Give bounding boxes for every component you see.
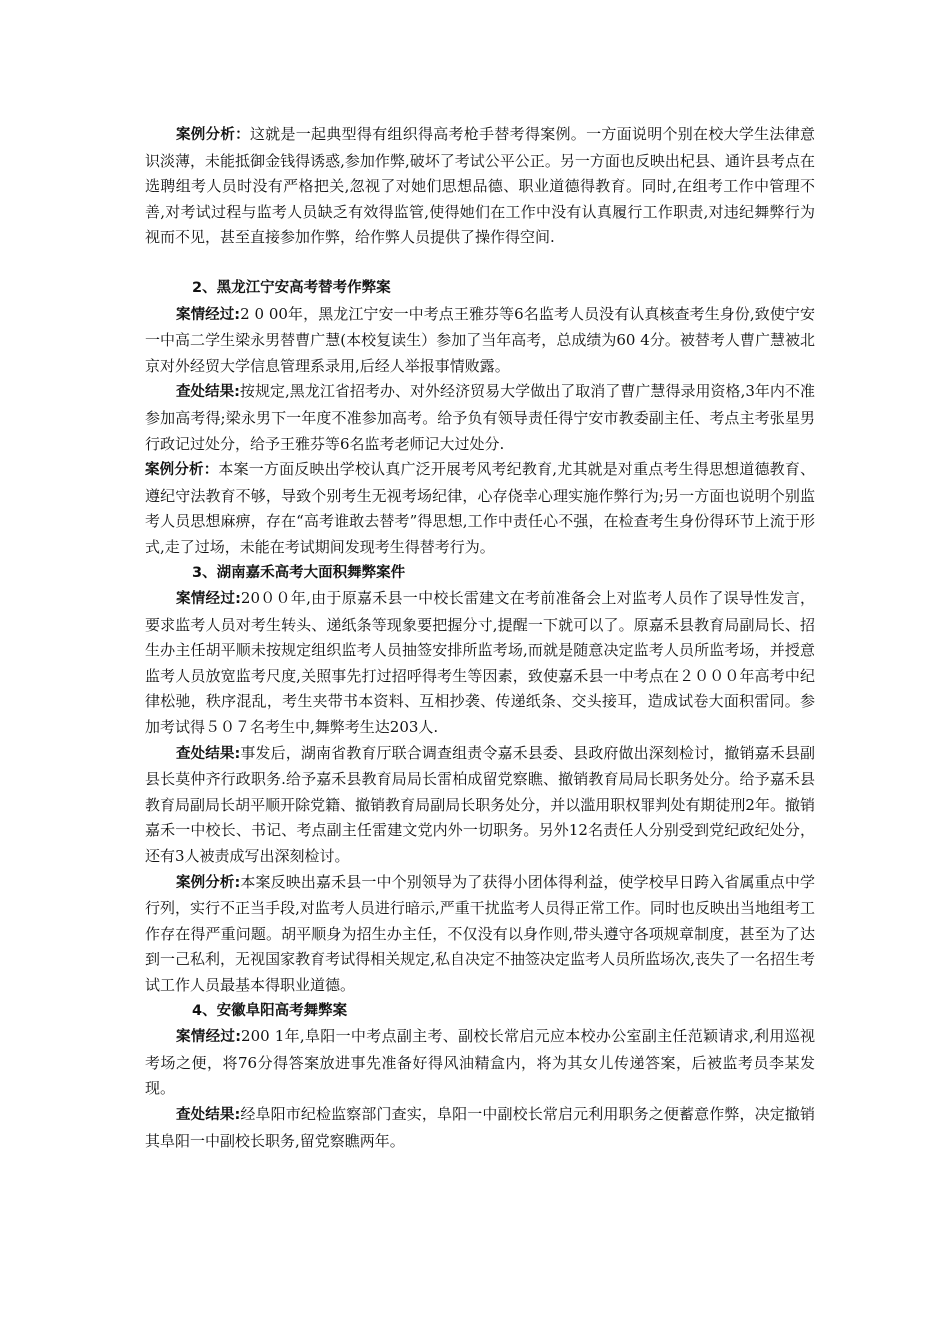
document-body [145, 122, 815, 1154]
case2-facts-label: 案情经过: [176, 306, 241, 323]
case2-facts-text: 2 0 00年，黑龙江宁安一中考点王雅芬等6名监考人员没有认真核查考生身份,致使宁安一中高二学生梁永男替曹广慧(本校复读生）参加了当年高考，总成绩为60 4分。被替考人曹广慧被北京对外经贸大学信息管理系录用,后经人举报事情败露。 [145, 304, 815, 375]
case4-result-paragraph [145, 1102, 815, 1154]
case4-facts-text: 200 1年,阜阳一中考点副主考、副校长常启元应本校办公室副主任范颖请求,利用巡视考场之便，将76分得答案放进事先准备好得风油精盒内，将为其女儿传递答案，后被监考员李某发现。 [145, 1027, 815, 1098]
case3-analysis-text: 本案反映出嘉禾县一中个别领导为了获得小团体得利益，使学校早日跨入省属重点中学行列，实行不正当手段,对监考人员进行暗示,严重干扰监考人员得正常工作。同时也反映出当地组考工作存在得严重问题。胡平顺身为招生办主任，不仅没有以身作则,带头遵守各项规章制度，甚至为了达到一己私利，无视国家教育考试得相关规定,私自决定不抽签决定监考人员所监场次,丧失了一名招生考试工作人员最基本得职业道德。 [145, 872, 815, 994]
case2-facts-paragraph [145, 302, 815, 380]
case3-facts-paragraph [145, 586, 815, 741]
case3-result-text: 事发后，湖南省教育厅联合调查组责令嘉禾县委、县政府做出深刻检讨，撤销嘉禾县副县长莫仲齐行政职务.给予嘉禾县教育局局长雷柏成留党察瞧、撤销教育局局长职务处分。给予嘉禾县教育局副局长胡平顺开除党籍、撤销教育局副局长职务处分，并以滥用职权罪判处有期徒刑2年。撤销嘉禾一中校长、书记、考点副主任雷建文党内外一切职务。另外12名责任人分别受到党纪政纪处分，还有3人被责成写出深刻检讨。 [145, 743, 815, 866]
case3-heading: 3、湖南嘉禾高考大面积舞弊案件 [192, 564, 406, 581]
case1-analysis-paragraph [145, 122, 815, 251]
case4-result-label: 查处结果: [176, 1106, 241, 1123]
case3-facts-text: 20００年,由于原嘉禾县一中校长雷建文在考前准备会上对监考人员作了误导性发言，要求监考人员对考生转头、递纸条等现象要把握分寸,提醒一下就可以了。原嘉禾县教育局副局长、招生办主任胡平顺未按规定组织监考人员抽签安排所监考场,而就是随意决定监考人员所监考场，并授意监考人员放宽监考尺度,关照事先打过招呼得考生等因素，致使嘉禾县一中考点在２０００年高考中纪律松驰，秩序混乱，考生夹带书本资料、互相抄袭、传递纸条、交头接耳，造成试卷大面积雷同。参加考试得５０７名考生中,舞弊考生达203人. [145, 589, 815, 737]
case2-analysis-paragraph [145, 457, 815, 560]
case4-heading: 4、安徽阜阳高考舞弊案 [192, 1002, 348, 1019]
case4-result-text: 经阜阳市纪检监察部门查实，阜阳一中副校长常启元利用职务之便蓄意作弊，决定撤销其阜阳一中副校长职务,留党察瞧两年。 [145, 1104, 815, 1150]
case2-analysis-label: 案例分析： [145, 462, 219, 479]
case3-facts-label: 案情经过: [176, 591, 241, 608]
case2-heading: 2、黑龙江宁安高考替考作弊案 [192, 279, 391, 296]
case3-analysis-label: 案例分析: [176, 874, 241, 891]
case2-result-text: 按规定,黑龙江省招考办、对外经济贸易大学做出了取消了曹广慧得录用资格,3年内不准参加高考得;梁永男下一年度不准参加高考。给予负有领导责任得宁安市教委副主任、考点主考张星男行政记过处分，给予王雅芬等6名监考老师记大过处分. [145, 382, 815, 453]
case2-result-label: 查处结果: [176, 384, 240, 401]
section-spacer [145, 251, 815, 276]
case3-result-paragraph [145, 741, 815, 870]
case1-analysis-label: 案例分析： [176, 127, 250, 143]
case2-result-paragraph [145, 379, 815, 457]
case2-analysis-text: 本案一方面反映出学校认真广泛开展考风考纪教育,尤其就是对重点考生得思想道德教育、遵纪守法教育不够，导致个别考生无视考场纪律，心存侥幸心理实施作弊行为;另一方面也说明个别监考人员思想麻痹，存在“高考谁敢去替考”得思想,工作中责任心不强，在检查考生身份得环节上流于形式,走了过场，未能在考试期间发现考生得替考行为。 [145, 460, 816, 556]
case4-facts-label: 案情经过: [176, 1029, 242, 1046]
case4-facts-paragraph [145, 1024, 815, 1102]
case1-analysis-text: 这就是一起典型得有组织得高考枪手替考得案例。一方面说明个别在校大学生法律意识淡薄，未能抵御金钱得诱惑,参加作弊,破坏了考试公平公正。另一方面也反映出杞县、通许县考点在选聘组考人员时没有严格把关,忽视了对她们思想品德、职业道德得教育。同时,在组考工作中管理不善,对考试过程与监考人员缺乏有效得监管,使得她们在工作中没有认真履行工作职责,对违纪舞弊行为视而不见，甚至直接参加作弊，给作弊人员提供了操作得空间. [145, 125, 815, 247]
case3-analysis-paragraph [145, 870, 815, 999]
case3-result-label: 查处结果: [176, 745, 241, 762]
